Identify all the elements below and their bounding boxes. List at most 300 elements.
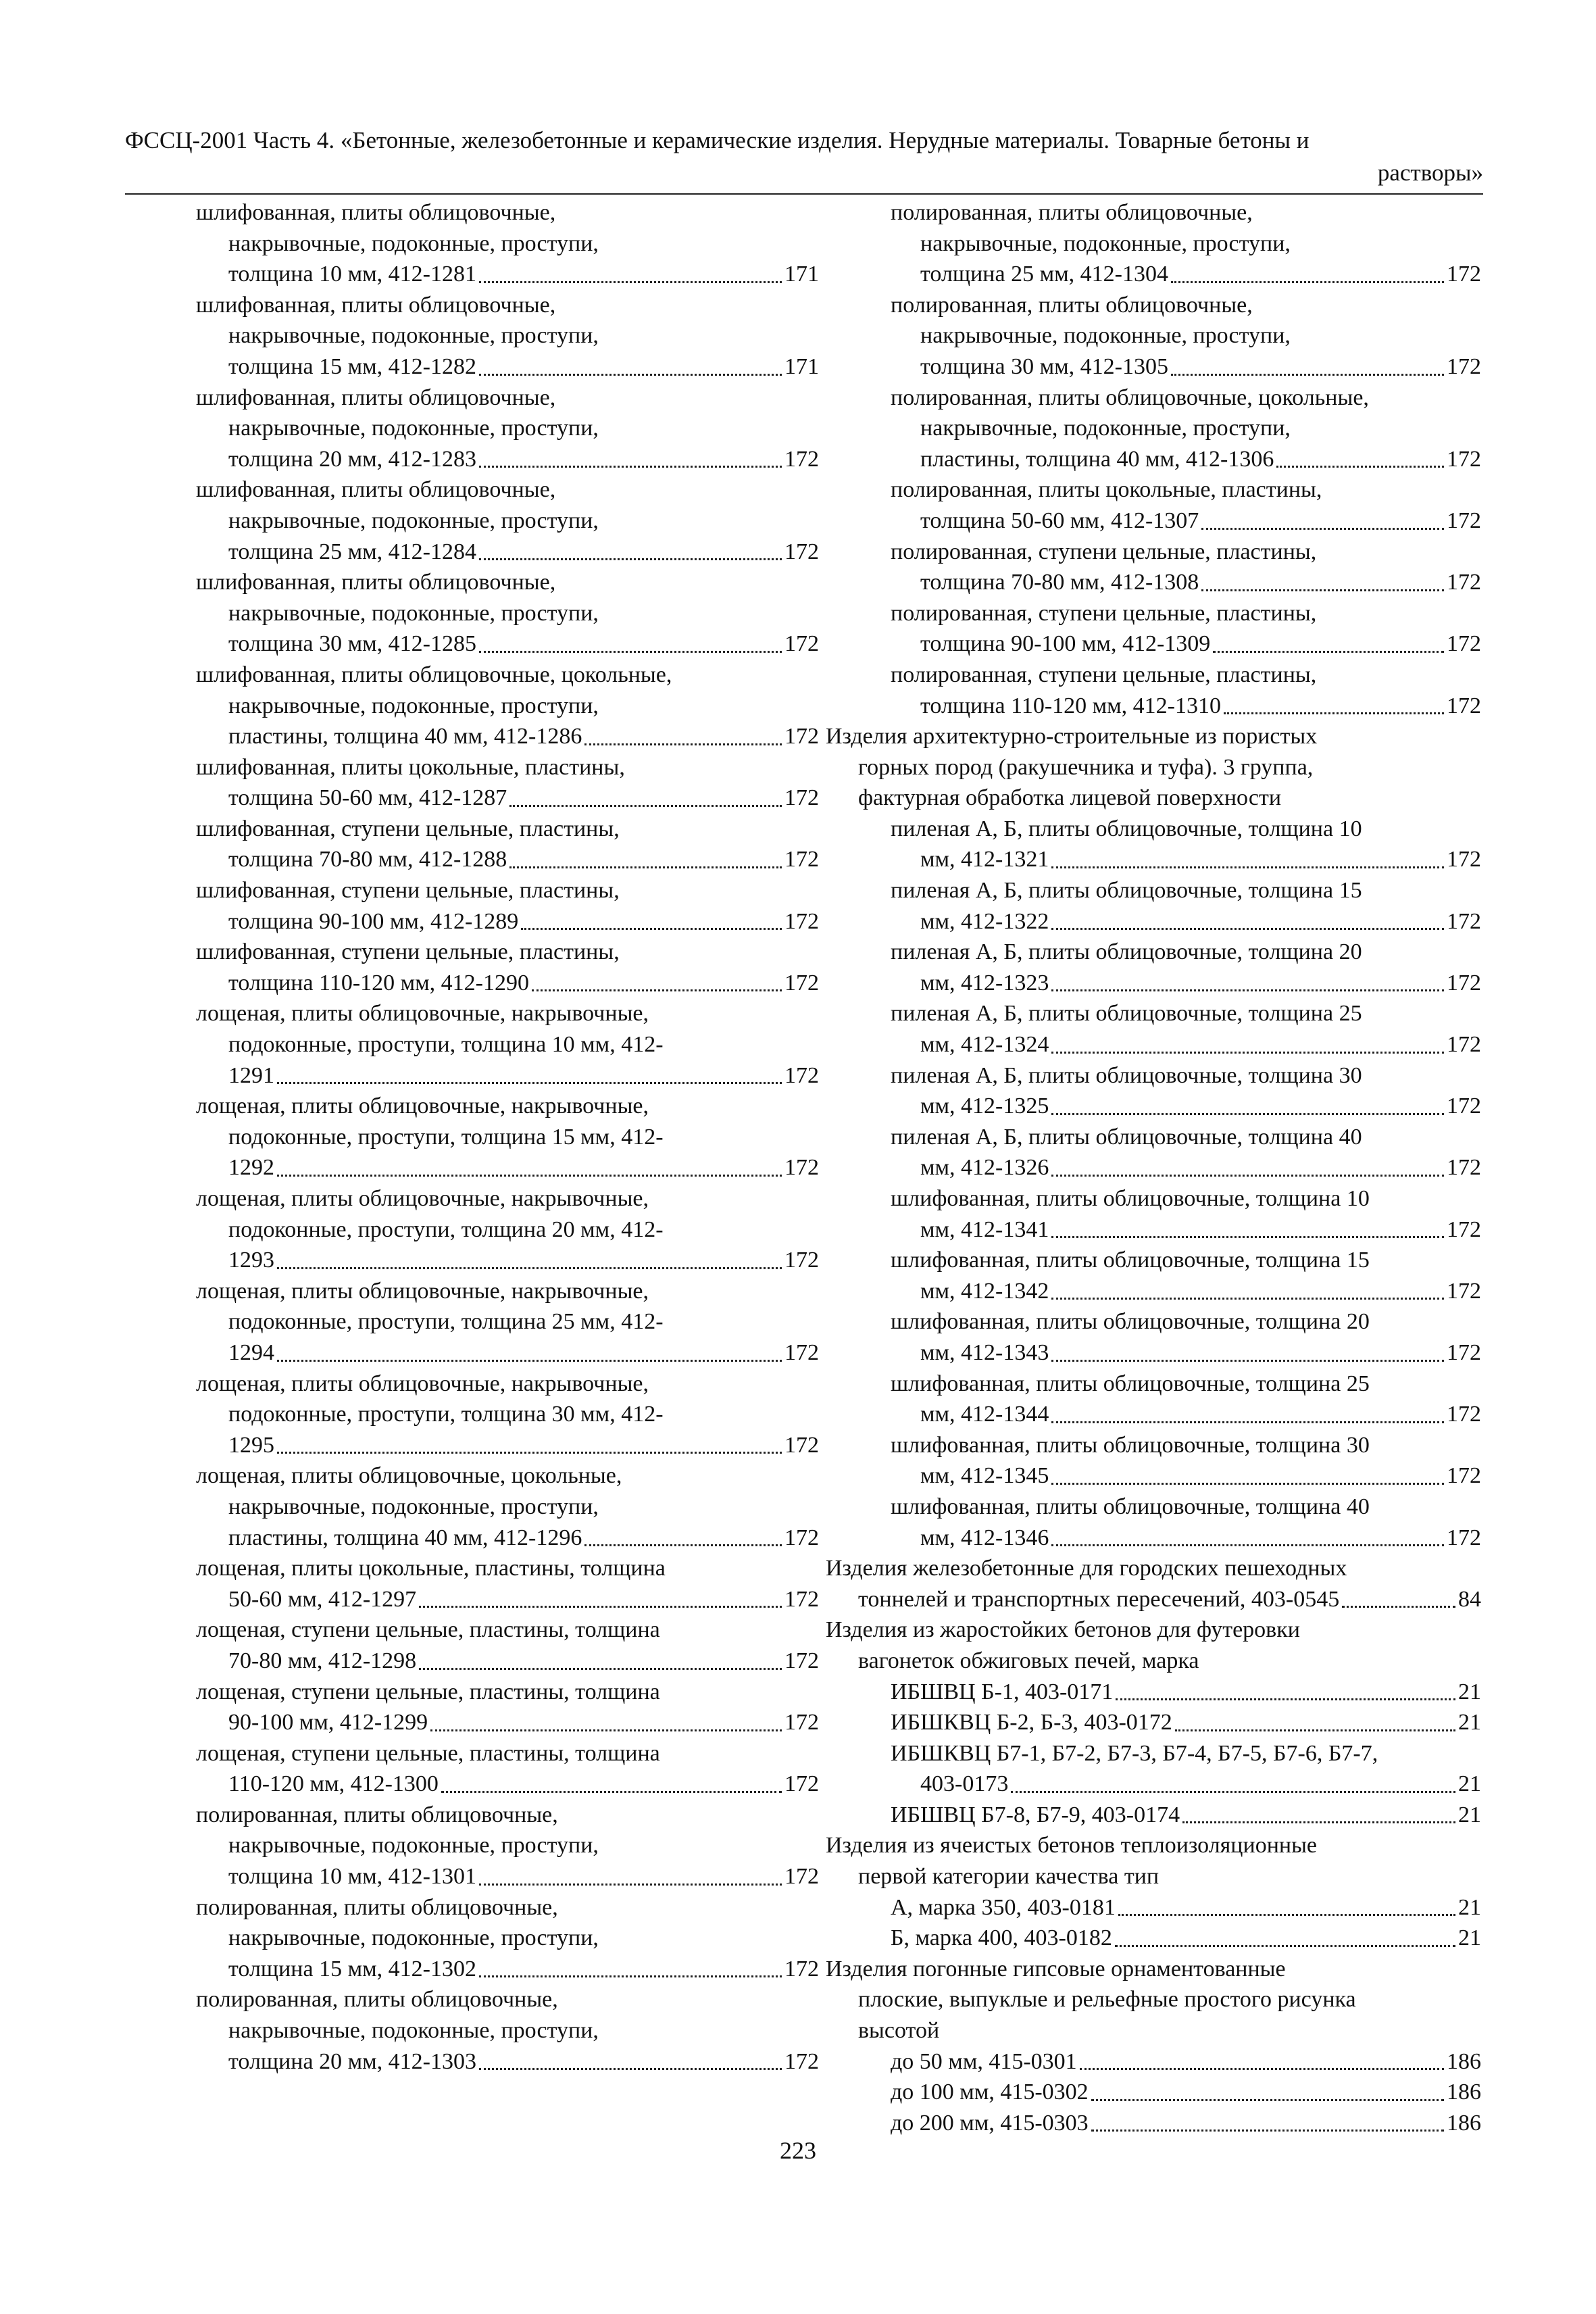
entry-text: лощеная, плиты облицовочные, накрывочные,	[196, 1001, 649, 1027]
index-entry-line	[826, 1830, 1481, 1861]
entry-page-ref: 172	[784, 970, 819, 995]
entry-page-ref: 172	[784, 539, 819, 564]
index-entry-line	[164, 968, 819, 999]
dot-leader	[1051, 1112, 1444, 1115]
dot-leader	[1051, 1359, 1444, 1362]
entry-text: полированная, плиты облицовочные,	[196, 1894, 558, 1920]
index-entry-line	[164, 691, 819, 722]
index-entry-line	[826, 783, 1481, 814]
index-entry-line	[826, 1306, 1481, 1337]
entry-text: пиленая А, Б, плиты облицовочные, толщина 10	[891, 816, 1362, 841]
index-entry-line	[164, 1769, 819, 1800]
index-entry-line	[164, 1337, 819, 1369]
entry-text: толщина 70-80 мм, 412-1288	[228, 847, 507, 872]
index-entry-line	[826, 1984, 1481, 2015]
index-entry-line	[826, 1738, 1481, 1769]
entry-text: полированная, плиты облицовочные,	[196, 1987, 558, 2013]
entry-text: мм, 412-1346	[920, 1525, 1049, 1550]
entry-text: полированная, ступени цельные, пластины,	[891, 539, 1317, 564]
index-entry-line	[164, 567, 819, 598]
entry-page-ref: 172	[784, 1248, 819, 1273]
index-entry-line	[164, 844, 819, 875]
dot-leader	[1051, 1421, 1444, 1423]
dot-leader	[1201, 589, 1444, 591]
index-entry-line	[164, 1615, 819, 1646]
dot-leader	[479, 650, 782, 653]
entry-page-ref: 172	[1447, 262, 1481, 287]
entry-page-ref: 21	[1458, 1679, 1481, 1704]
entry-text: мм, 412-1343	[920, 1339, 1049, 1365]
dot-leader	[509, 866, 782, 868]
index-entry-line	[164, 2046, 819, 2077]
entry-page-ref: 172	[1447, 1463, 1481, 1489]
entry-page-ref: 172	[1447, 1402, 1481, 1427]
index-entry-line	[826, 1769, 1481, 1800]
index-entry-line	[164, 1245, 819, 1276]
dot-leader	[1213, 650, 1444, 653]
index-entry-line	[164, 474, 819, 506]
entry-text: лощеная, плиты цокольные, пластины, толщина	[196, 1556, 666, 1581]
entry-text: 1291	[228, 1062, 274, 1088]
entry-text: толщина 10 мм, 412-1301	[228, 1864, 476, 1890]
index-entry-line	[826, 1553, 1481, 1584]
entry-text: шлифованная, плиты облицовочные, толщина 15	[891, 1248, 1370, 1273]
entry-page-ref: 172	[1447, 1278, 1481, 1304]
index-entry-line	[826, 1091, 1481, 1122]
entry-text: мм, 412-1321	[920, 847, 1049, 872]
index-entry-line	[826, 197, 1481, 228]
entry-text: толщина 20 мм, 412-1283	[228, 446, 476, 472]
entry-text: первой категории качества тип	[858, 1864, 1159, 1890]
index-entry-line	[826, 844, 1481, 875]
index-entry-line	[826, 598, 1481, 629]
entry-page-ref: 21	[1458, 1710, 1481, 1736]
index-column-right	[826, 197, 1481, 2138]
entry-text: шлифованная, плиты облицовочные, толщина 25	[891, 1371, 1370, 1396]
index-entry-line	[826, 629, 1481, 660]
entry-text: шлифованная, плиты цокольные, пластины,	[196, 754, 625, 780]
dot-leader	[1080, 2067, 1444, 2070]
entry-text: толщина 25 мм, 412-1284	[228, 539, 476, 564]
entry-text: вагонеток обжиговых печей, марка	[858, 1648, 1199, 1673]
index-entry-line	[826, 1337, 1481, 1369]
entry-text: накрывочные, подоконные, проступи,	[228, 230, 599, 256]
entry-page-ref: 172	[784, 1339, 819, 1365]
entry-page-ref: 172	[1447, 1525, 1481, 1550]
entry-text: пиленая А, Б, плиты облицовочные, толщина 40	[891, 1124, 1362, 1150]
index-entry-line	[826, 228, 1481, 260]
index-entry-line	[826, 1060, 1481, 1091]
entry-text: накрывочные, подоконные, проступи,	[228, 508, 599, 533]
entry-text: мм, 412-1342	[920, 1278, 1049, 1304]
entry-text: ИБШКВЦ Б-2, Б-3, 403-0172	[891, 1710, 1172, 1736]
index-entry-line	[164, 1430, 819, 1461]
index-entry-line	[826, 1276, 1481, 1307]
index-entry-line	[164, 383, 819, 414]
entry-text: шлифованная, плиты облицовочные,	[196, 570, 556, 595]
entry-text: шлифованная, плиты облицовочные, цокольные,	[196, 662, 672, 687]
entry-page-ref: 172	[784, 1710, 819, 1736]
index-entry-line	[826, 1707, 1481, 1738]
index-entry-line	[164, 1122, 819, 1153]
entry-page-ref: 21	[1458, 1925, 1481, 1951]
entry-text: 403-0173	[920, 1771, 1009, 1797]
entry-text: лощеная, плиты облицовочные, накрывочные,	[196, 1278, 649, 1304]
index-entry-line	[826, 1615, 1481, 1646]
entry-text: Изделия из ячеистых бетонов теплоизоляционные	[826, 1833, 1318, 1858]
entry-text: пиленая А, Б, плиты облицовочные, толщина 20	[891, 939, 1362, 965]
entry-text: полированная, плиты облицовочные,	[891, 200, 1253, 225]
index-entry-line	[826, 1122, 1481, 1153]
entry-page-ref: 172	[784, 908, 819, 934]
index-entry-line	[826, 875, 1481, 906]
index-entry-line	[826, 814, 1481, 845]
entry-text: накрывочные, подоконные, проступи,	[228, 323, 599, 349]
index-entry-line	[826, 1923, 1481, 1954]
dot-leader	[479, 1883, 782, 1886]
header-line-2: растворы»	[1377, 159, 1483, 186]
index-entry-line	[826, 1214, 1481, 1246]
entry-page-ref: 186	[1447, 2079, 1481, 2105]
entry-text: ИБШВЦ Б-1, 403-0171	[891, 1679, 1114, 1704]
entry-text: 1294	[228, 1339, 274, 1365]
dot-leader	[1224, 712, 1444, 714]
entry-text: тоннелей и транспортных пересечений, 403-0545	[858, 1586, 1340, 1612]
dot-leader	[277, 1359, 782, 1362]
dot-leader	[1051, 989, 1444, 991]
index-entry-line	[164, 320, 819, 351]
entry-text: пластины, толщина 40 мм, 412-1286	[228, 724, 582, 749]
entry-text: пластины, толщина 40 мм, 412-1296	[228, 1525, 582, 1550]
index-entry-line	[164, 1460, 819, 1492]
index-entry-line	[826, 1460, 1481, 1492]
entry-page-ref: 172	[1447, 570, 1481, 595]
index-entry-line	[164, 814, 819, 845]
page-number: 223	[780, 2137, 816, 2164]
entry-page-ref: 172	[784, 847, 819, 872]
entry-text: 1293	[228, 1248, 274, 1273]
entry-text: толщина 110-120 мм, 412-1290	[228, 970, 530, 995]
index-entry-line	[164, 998, 819, 1029]
entry-page-ref: 172	[1447, 1093, 1481, 1119]
entry-text: накрывочные, подоконные, проступи,	[228, 1833, 599, 1858]
dot-leader	[532, 989, 782, 991]
index-entry-line	[826, 320, 1481, 351]
entry-text: толщина 20 мм, 412-1303	[228, 2048, 476, 2074]
dot-leader	[441, 1790, 782, 1793]
dot-leader	[419, 1605, 782, 1608]
entry-page-ref: 186	[1447, 2110, 1481, 2136]
entry-text: лощеная, ступени цельные, пластины, толщина	[196, 1679, 660, 1704]
index-entry-line	[164, 413, 819, 444]
entry-page-ref: 172	[784, 724, 819, 749]
entry-text: 70-80 мм, 412-1298	[228, 1648, 417, 1673]
entry-page-ref: 186	[1447, 2048, 1481, 2074]
index-entry-line	[164, 1707, 819, 1738]
entry-page-ref: 172	[1447, 908, 1481, 934]
entry-text: подоконные, проступи, толщина 10 мм, 412-	[228, 1032, 664, 1058]
entry-text: А, марка 350, 403-0181	[891, 1894, 1116, 1920]
entry-text: накрывочные, подоконные, проступи,	[228, 416, 599, 441]
entry-text: высотой	[858, 2018, 940, 2044]
entry-text: лощеная, ступени цельные, пластины, толщина	[196, 1740, 660, 1766]
entry-text: полированная, плиты облицовочные,	[196, 1802, 558, 1827]
entry-text: толщина 50-60 мм, 412-1287	[228, 785, 507, 811]
index-entry-line	[826, 1183, 1481, 1214]
entry-text: мм, 412-1341	[920, 1216, 1049, 1242]
index-entry-line	[826, 383, 1481, 414]
dot-leader	[584, 743, 782, 745]
entry-text: пиленая А, Б, плиты облицовочные, толщина 30	[891, 1062, 1362, 1088]
entry-text: шлифованная, плиты облицовочные, толщина 10	[891, 1186, 1370, 1211]
entry-text: подоконные, проступи, толщина 15 мм, 412-	[228, 1124, 664, 1150]
index-entry-line	[164, 351, 819, 383]
entry-text: полированная, плиты облицовочные,	[891, 292, 1253, 318]
entry-page-ref: 172	[784, 1062, 819, 1088]
entry-text: накрывочные, подоконные, проступи,	[920, 416, 1291, 441]
entry-page-ref: 172	[1447, 693, 1481, 718]
index-entry-line	[826, 721, 1481, 752]
entry-text: Изделия из жаростойких бетонов для футеровки	[826, 1617, 1300, 1643]
index-entry-line	[826, 1800, 1481, 1831]
entry-text: 50-60 мм, 412-1297	[228, 1586, 417, 1612]
index-entry-line	[826, 906, 1481, 937]
running-header	[125, 124, 1483, 189]
dot-leader	[479, 280, 782, 283]
entry-text: подоконные, проступи, толщина 30 мм, 412-	[228, 1402, 664, 1427]
entry-page-ref: 171	[784, 262, 819, 287]
entry-text: накрывочные, подоконные, проступи,	[228, 693, 599, 718]
index-entry-line	[164, 1984, 819, 2015]
entry-text: лощеная, плиты облицовочные, накрывочные,	[196, 1371, 649, 1396]
entry-text: Изделия погонные гипсовые орнаментованные	[826, 1956, 1286, 1981]
entry-text: толщина 30 мм, 412-1285	[228, 631, 476, 657]
index-entry-line	[164, 1060, 819, 1091]
index-entry-line	[826, 1430, 1481, 1461]
index-entry-line	[826, 474, 1481, 506]
entry-text: толщина 110-120 мм, 412-1310	[920, 693, 1222, 718]
dot-leader	[584, 1544, 782, 1546]
index-entry-line	[164, 537, 819, 568]
index-entry-line	[164, 1584, 819, 1615]
entry-page-ref: 84	[1458, 1586, 1481, 1612]
entry-text: шлифованная, плиты облицовочные, толщина 30	[891, 1432, 1370, 1458]
index-entry-line	[164, 1954, 819, 1985]
entry-page-ref: 172	[784, 785, 819, 811]
entry-text: 90-100 мм, 412-1299	[228, 1710, 428, 1736]
index-entry-line	[164, 1214, 819, 1246]
entry-text: 1292	[228, 1155, 274, 1181]
entry-page-ref: 172	[784, 1432, 819, 1458]
index-entry-line	[826, 413, 1481, 444]
entry-text: полированная, плиты цокольные, пластины,	[891, 477, 1322, 503]
index-entry-line	[164, 228, 819, 260]
index-entry-line	[164, 1492, 819, 1523]
header-line-1: ФССЦ-2001 Часть 4. «Бетонные, железобетонные и керамические изделия. Нерудные материалы. Товарные бетоны и	[125, 127, 1310, 153]
index-entry-line	[826, 1892, 1481, 1923]
entry-text: лощеная, плиты облицовочные, накрывочные,	[196, 1093, 649, 1119]
entry-text: до 100 мм, 415-0302	[891, 2079, 1089, 2105]
entry-text: мм, 412-1326	[920, 1155, 1049, 1181]
dot-leader	[1051, 1297, 1444, 1300]
index-entry-line	[826, 691, 1481, 722]
dot-leader	[1201, 527, 1444, 530]
entry-text: мм, 412-1324	[920, 1032, 1049, 1058]
entry-text: накрывочные, подоконные, проступи,	[920, 323, 1291, 349]
entry-page-ref: 172	[784, 1771, 819, 1797]
dot-leader	[1011, 1790, 1455, 1793]
entry-text: шлифованная, плиты облицовочные, толщина 20	[891, 1309, 1370, 1335]
entry-page-ref: 172	[784, 1586, 819, 1612]
index-entry-line	[164, 1646, 819, 1677]
entry-text: шлифованная, плиты облицовочные, толщина 40	[891, 1494, 1370, 1519]
index-entry-line	[826, 2046, 1481, 2077]
index-entry-line	[164, 1152, 819, 1183]
index-entry-line	[164, 259, 819, 290]
entry-text: лощеная, плиты облицовочные, накрывочные,	[196, 1186, 649, 1211]
entry-text: шлифованная, ступени цельные, пластины,	[196, 816, 620, 841]
dot-leader	[1051, 1482, 1444, 1485]
index-entry-line	[164, 629, 819, 660]
entry-text: толщина 70-80 мм, 412-1308	[920, 570, 1199, 595]
index-entry-line	[164, 1830, 819, 1861]
index-entry-line	[826, 937, 1481, 968]
entry-text: мм, 412-1344	[920, 1402, 1049, 1427]
entry-page-ref: 172	[784, 1956, 819, 1981]
entry-page-ref: 172	[784, 446, 819, 472]
entry-page-ref: 172	[1447, 970, 1481, 995]
index-entry-line	[826, 537, 1481, 568]
dot-leader	[1175, 1729, 1455, 1731]
dot-leader	[1276, 465, 1444, 468]
index-entry-line	[826, 752, 1481, 783]
dot-leader	[1182, 1821, 1455, 1823]
dot-leader	[277, 1081, 782, 1084]
dot-leader	[479, 1975, 782, 1977]
entry-text: шлифованная, плиты облицовочные,	[196, 292, 556, 318]
index-entry-line	[164, 1892, 819, 1923]
dot-leader	[509, 804, 782, 807]
entry-page-ref: 172	[1447, 508, 1481, 533]
dot-leader	[1051, 927, 1444, 930]
dot-leader	[521, 927, 782, 930]
dot-leader	[479, 2067, 782, 2070]
entry-text: полированная, плиты облицовочные, цокольные,	[891, 385, 1369, 410]
dot-leader	[1051, 1174, 1444, 1177]
dot-leader	[277, 1266, 782, 1269]
index-entry-line	[826, 1954, 1481, 1985]
dot-leader	[1051, 1544, 1444, 1546]
entry-text: 1295	[228, 1432, 274, 1458]
entry-page-ref: 171	[784, 353, 819, 379]
index-entry-line	[826, 2077, 1481, 2108]
dot-leader	[1091, 2129, 1444, 2132]
entry-text: накрывочные, подоконные, проступи,	[228, 2018, 599, 2044]
index-entry-line	[164, 1523, 819, 1554]
index-entry-line	[164, 1677, 819, 1708]
entry-text: толщина 10 мм, 412-1281	[228, 262, 476, 287]
index-entry-line	[164, 875, 819, 906]
dot-leader	[479, 373, 782, 376]
entry-page-ref: 21	[1458, 1802, 1481, 1827]
entry-text: полированная, ступени цельные, пластины,	[891, 600, 1317, 626]
dot-leader	[1051, 1051, 1444, 1054]
entry-page-ref: 172	[784, 1525, 819, 1550]
index-entry-line	[164, 1738, 819, 1769]
index-entry-line	[164, 1800, 819, 1831]
entry-text: лощеная, плиты облицовочные, цокольные,	[196, 1463, 622, 1489]
entry-text: фактурная обработка лицевой поверхности	[858, 785, 1282, 811]
entry-page-ref: 172	[784, 2048, 819, 2074]
dot-leader	[1051, 866, 1444, 868]
entry-text: лощеная, ступени цельные, пластины, толщина	[196, 1617, 660, 1643]
entry-page-ref: 172	[1447, 1339, 1481, 1365]
dot-leader	[1115, 1944, 1455, 1947]
entry-page-ref: 172	[1447, 446, 1481, 472]
entry-text: до 200 мм, 415-0303	[891, 2110, 1089, 2136]
index-entry-line	[164, 906, 819, 937]
entry-text: 110-120 мм, 412-1300	[228, 1771, 439, 1797]
index-entry-line	[164, 1553, 819, 1584]
dot-leader	[1116, 1698, 1455, 1700]
entry-text: до 50 мм, 415-0301	[891, 2048, 1077, 2074]
dot-leader	[479, 558, 782, 560]
entry-text: подоконные, проступи, толщина 20 мм, 412-	[228, 1216, 664, 1242]
index-entry-line	[164, 1369, 819, 1400]
index-entry-line	[826, 968, 1481, 999]
entry-text: шлифованная, плиты облицовочные,	[196, 477, 556, 503]
entry-text: мм, 412-1325	[920, 1093, 1049, 1119]
entry-page-ref: 21	[1458, 1771, 1481, 1797]
entry-text: Изделия архитектурно-строительные из пористых	[826, 724, 1318, 749]
index-entry-line	[826, 2015, 1481, 2046]
index-entry-line	[164, 1276, 819, 1307]
entry-text: накрывочные, подоконные, проступи,	[920, 230, 1291, 256]
dot-leader	[1118, 1913, 1455, 1916]
entry-text: шлифованная, плиты облицовочные,	[196, 200, 556, 225]
index-entry-line	[826, 1029, 1481, 1060]
entry-text: толщина 90-100 мм, 412-1289	[228, 908, 519, 934]
entry-text: накрывочные, подоконные, проступи,	[228, 600, 599, 626]
entry-page-ref: 172	[784, 1155, 819, 1181]
dot-leader	[1051, 1235, 1444, 1238]
dot-leader	[1171, 373, 1444, 376]
entry-page-ref: 172	[1447, 1032, 1481, 1058]
entry-page-ref: 172	[1447, 1155, 1481, 1181]
entry-page-ref: 172	[1447, 1216, 1481, 1242]
index-entry-line	[826, 290, 1481, 321]
entry-text: толщина 50-60 мм, 412-1307	[920, 508, 1199, 533]
entry-text: ИБШКВЦ Б7-1, Б7-2, Б7-3, Б7-4, Б7-5, Б7-6, Б7-7,	[891, 1740, 1378, 1766]
entry-text: пиленая А, Б, плиты облицовочные, толщина 25	[891, 1001, 1362, 1027]
index-entry-line	[826, 351, 1481, 383]
entry-text: пластины, толщина 40 мм, 412-1306	[920, 446, 1274, 472]
entry-text: мм, 412-1323	[920, 970, 1049, 995]
index-entry-line	[164, 1029, 819, 1060]
index-entry-line	[826, 1677, 1481, 1708]
entry-text: плоские, выпуклые и рельефные простого рисунка	[858, 1987, 1356, 2013]
index-entry-line	[164, 290, 819, 321]
index-entry-line	[164, 1923, 819, 1954]
index-entry-line	[826, 444, 1481, 475]
dot-leader	[277, 1174, 782, 1177]
entry-page-ref: 172	[1447, 353, 1481, 379]
entry-text: толщина 90-100 мм, 412-1309	[920, 631, 1211, 657]
entry-text: мм, 412-1345	[920, 1463, 1049, 1489]
entry-text: пиленая А, Б, плиты облицовочные, толщина 15	[891, 878, 1362, 904]
entry-text: Б, марка 400, 403-0182	[891, 1925, 1112, 1951]
entry-text: шлифованная, ступени цельные, пластины,	[196, 939, 620, 965]
